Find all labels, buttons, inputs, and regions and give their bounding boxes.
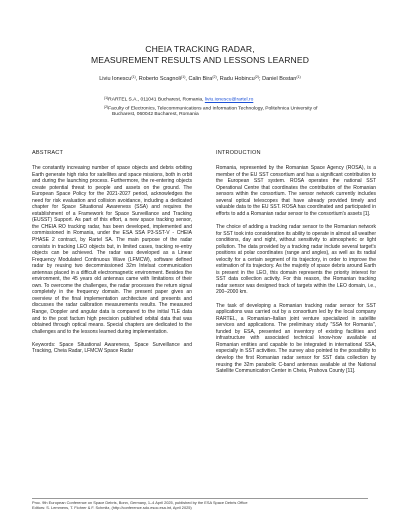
- introduction-paragraph-3: The task of developing a Romanian tracking radar sensor for SST applications was carried out by a consortium led by the local company RARTEL, a Romanian–Italian joint venture specialized in satellite services and applications. The preliminary study "SSA for Romania", funded by ESA, presented an inventory of existing facilities and infrastructure with associated technical know-how available at Romanian entities and capable to be integrated in international SSA, especially in SST activities. The survey also pointed to the possibility to develop the first Romanian radar sensor for SST data collection by reusing the 32m parabolic C-band antennas available at the National Satellite Communication Center in Cheia, Prahova County [11].: [216, 302, 376, 375]
- affiliation-2-text: Faculty of Electronics, Telecommunications and Information Technology, Politehnica University of: [108, 106, 318, 112]
- author-email-link[interactable]: liviu.ionescu@rartel.ro: [204, 97, 254, 103]
- affiliations: [104, 95, 329, 119]
- author-affiliation-mark: (1): [131, 75, 136, 79]
- abstract-column: [32, 150, 192, 362]
- author-name: Calin Bira: [188, 76, 213, 82]
- author-name: Radu Hobincu: [219, 76, 255, 82]
- introduction-paragraph-1: Romania, represented by the Romanian Space Agency (ROSA), is a member of the EU SST consortium and has a significant contribution to the European SST system. ROSA operates the national SST Operational Centre that coordinates the contribution of the Romanian sensors within the consortium. The sensor network currently includes several optical telescopes that have already provided timely and valuable data to the EU SST. ROSA has coordinated and participated in efforts to add a Romanian radar sensor to the consortium's assets [1].: [216, 165, 376, 217]
- affiliation-mark: (2): [104, 104, 109, 109]
- affiliation-2-continued: Bucharest, 060042 Bucharest, Romania: [112, 112, 199, 118]
- footer-divider: [32, 498, 368, 499]
- author-list: Liviu Ionescu$^{(1)}$, Roberto Scagnoli$^{(1)}$, Calin Bira$^{(2)}$, Radu Hobincu$^{(2)}$; Daniel Bostan$^{(1)}$: [99, 75, 301, 82]
- author-affiliation-mark: (1): [296, 75, 301, 79]
- introduction-heading: INTRODUCTION: [216, 150, 261, 156]
- affiliation-mark: (1): [104, 96, 109, 100]
- abstract-paragraph: The constantly increasing number of space objects and debris orbiting Earth generate high risks for satellites and space missions, both in orbit and during the launching process. Furthermore, the re-entering objects create potential threat to people and assets on the ground. The European Space Policy for the 2021-2027 period, acknowledges the need for risk evaluation and collision avoidance, including a dedicated chapter for Space Situational Awareness (SSA) and requires the establishment of a Framework for Space Surveillance and Tracking (EUSST) Support. As part of this effort, a new space tracking sensor, the CHEIA RO tracking radar, has been developed, implemented and commissioned in Romania, under the ESA SSA P3-SST-V - CHEIA PHASE 2 contract, by Rartel SA. The main purpose of the radar consists in tracking LEO objects but, in limited cases, tracking re-entry objects can be achieved. The radar was developed as a Linear Frequency Modulated Continuous Wave (LFMCW), software defined radar by reusing two decommissioned 32m Intelsat communication antennas placed in a difficult electromagnetic environment. Besides the environment, the 45 years old antennas came with limitations of their own. To overcome the challenges, the radar processes the return signal completely in the frequency domain. The present paper gives an overview of the final implementation architecture and presents and discusses the radar calibration measurements results. The measured Range, Doppler and angular data is compared to the initial TLE data and to the post factum high precision published orbital data that was obtained through optical means. Special chapters are dedicated to the challenges and to the lessons learned during implementation.: [32, 165, 192, 335]
- author-affiliation-mark: (2): [254, 75, 260, 79]
- footer-line-1: Proc. 9th European Conference on Space Debris, Bonn, Germany, 1–4 April 2025, published by the ESA Space Debris Office: [32, 500, 248, 505]
- proceedings-footer: [32, 500, 372, 510]
- title-line-2: MEASUREMENT RESULTS AND LESSONS LEARNED: [91, 54, 309, 65]
- keywords-paragraph: Keywords: Space Situational Awareness, Space Surveillance and Tracking, Cheia Radar, LFMCW Space Radar: [32, 341, 192, 355]
- abstract-heading: ABSTRACT: [32, 150, 64, 156]
- paper-title: [0, 44, 400, 65]
- title-line-1: CHEIA TRACKING RADAR,: [145, 44, 255, 54]
- affiliation-1: [104, 95, 329, 104]
- introduction-paragraph-2: The choice of adding a tracking radar sensor to the Romanian network for SST took into consideration its ability to operate in almost all weather conditions, day and night, without sensitivity to atmospheric or light pollution. The data provided by a tracking radar include several target's positions at polar coordinates (range and angles), as well as its radial velocity for a certain segment of its trajectory, in order to improve the estimation of its trajectory. As the majority of space debris around Earth is present in the LEO, this domain represents the priority interest for SST data collection activity. For this reason, the Romanian tracking radar sensor was designed track of targets within the LEO domain, i.e., 200–2000 km.: [216, 223, 376, 296]
- footer-line-2: Editors: S. Lemmens, T. Flohrer & F. Schmitz, (http://conference.sdo.esoc.esa.int, April 2025): [32, 505, 192, 510]
- affiliation-1-text: RARTEL S.A., 011041 Bucharest, Romania,: [108, 97, 204, 103]
- author-name: Daniel Bostan: [262, 76, 297, 82]
- author-affiliation-mark: (1): [181, 75, 186, 79]
- author-name: Liviu Ionescu: [99, 76, 132, 82]
- author-name: Roberto Scagnoli: [138, 76, 181, 82]
- author-affiliation-mark: (2): [212, 75, 217, 79]
- introduction-column: [216, 150, 376, 381]
